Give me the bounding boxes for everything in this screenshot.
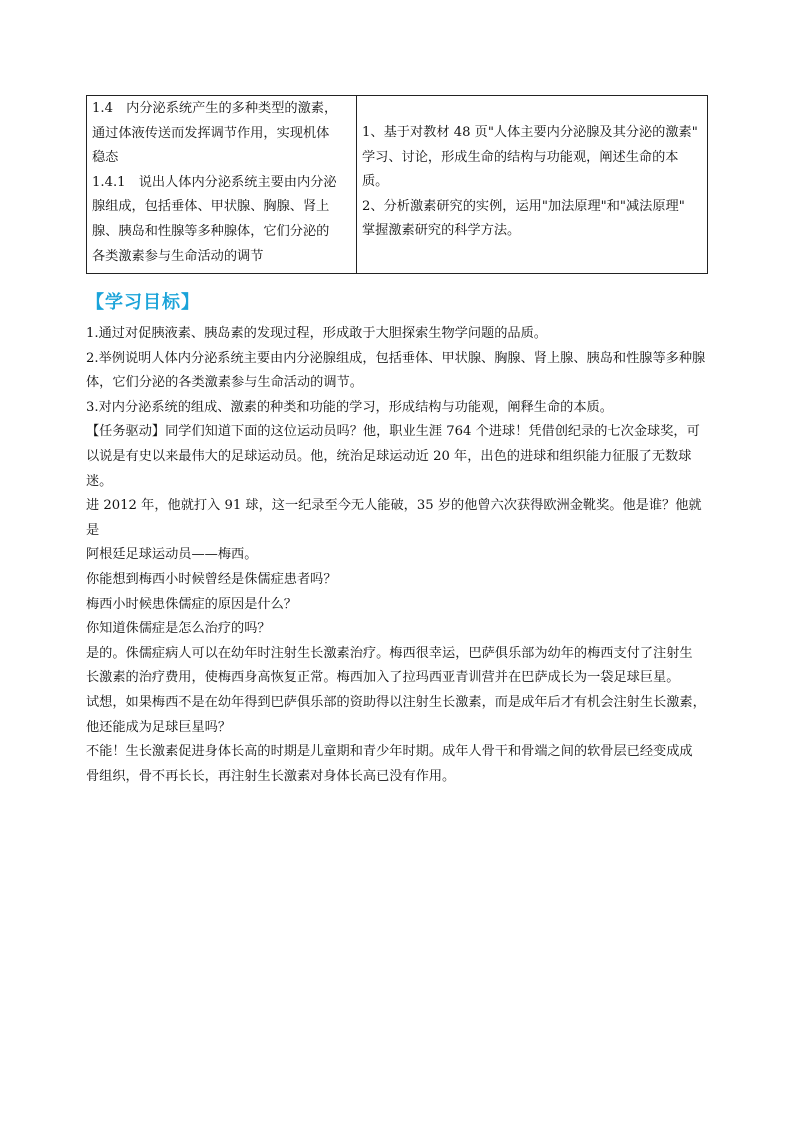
answer-line: 是的。侏儒症病人可以在幼年时注射生长激素治疗。梅西很幸运，巴萨俱乐部为幼年的梅西支付了注射生	[86, 645, 693, 661]
goal-line: 2、分析激素研究的实例，运用"加法原理"和"减法原理"	[362, 198, 685, 214]
standard-line: 1.4 内分泌系统产生的多种类型的激素，	[92, 101, 338, 116]
goal-line: 质。	[362, 174, 389, 190]
goal-line: 掌握激素研究的科学方法。	[362, 223, 521, 239]
task-line: 进 2012 年，他就打入 91 球，这一纪录至今无人能破，35 岁的他曾六次获得欧洲金靴奖。他是谁？他就是	[86, 498, 702, 538]
standard-line: 通过体液传送而发挥调节作用，实现机体	[92, 125, 330, 141]
task-line: 阿根廷足球运动员——梅西。	[86, 547, 258, 563]
standard-line: 稳态	[92, 150, 119, 166]
standard-line: 1.4.1 说出人体内分泌系统主要由内分泌	[92, 174, 337, 190]
goal-line: 学习、讨论，形成生命的结构与功能观，阐述生命的本	[362, 149, 679, 165]
task-line: 【任务驱动】同学们知道下面的这位运动员吗？他，职业生涯 764 个进球！凭借创纪录的七次金球奖，可	[86, 424, 700, 440]
objective-line: 体，它们分泌的各类激素参与生命活动的调节。	[86, 375, 363, 391]
task-line: 以说是有史以来最伟大的足球运动员。他，统治足球运动近 20 年，出色的进球和组织能力征服了无数球迷。	[86, 448, 692, 489]
curriculum-standards-table	[86, 95, 708, 274]
question-line: 他还能成为足球巨星吗？	[86, 719, 232, 735]
question-line: 试想，如果梅西不是在幼年得到巴萨俱乐部的资助得以注射生长激素，而是成年后才有机会注射生长激素，	[86, 694, 706, 710]
answer-line: 长激素的治疗费用，使梅西身高恢复正常。梅西加入了拉玛西亚青训营并在巴萨成长为一袋足球巨星。	[86, 670, 680, 686]
standard-line: 腺、胰岛和性腺等多种腺体，它们分泌的	[92, 223, 330, 239]
table-row	[87, 96, 708, 274]
standard-content-cell	[87, 96, 357, 274]
question-line: 你知道侏儒症是怎么治疗的吗？	[86, 621, 271, 637]
question-line: 梅西小时候患侏儒症的原因是什么？	[86, 596, 297, 612]
objective-line: 3.对内分泌系统的组成、激素的种类和功能的学习，形成结构与功能观，阐释生命的本质。	[86, 399, 613, 415]
answer-line: 骨组织，骨不再长长，再注射生长激素对身体长高已没有作用。	[86, 768, 456, 784]
learning-objectives-heading: 【学习目标】	[86, 292, 200, 313]
body-text	[86, 322, 708, 789]
standard-line: 腺组成，包括垂体、甲状腺、胸腺、肾上	[92, 199, 330, 215]
objective-line: 2.举例说明人体内分泌系统主要由内分泌腺组成，包括垂体、甲状腺、胸腺、肾上腺、胰岛和性腺等多种腺	[86, 350, 706, 366]
goal-line: 1、基于对教材 48 页"人体主要内分泌腺及其分泌的激素"	[362, 125, 698, 141]
standard-line: 各类激素参与生命活动的调节	[92, 248, 264, 264]
objective-line: 1.通过对促胰液素、胰岛素的发现过程，形成敢于大胆探索生物学问题的品质。	[86, 326, 547, 341]
question-line: 你能想到梅西小时候曾经是侏儒症患者吗？	[86, 571, 337, 587]
teaching-goal-cell	[357, 96, 708, 274]
answer-line: 不能！生长激素促进身体长高的时期是儿童期和青少年时期。成年人骨干和骨端之间的软骨层已经变成成	[86, 744, 693, 760]
